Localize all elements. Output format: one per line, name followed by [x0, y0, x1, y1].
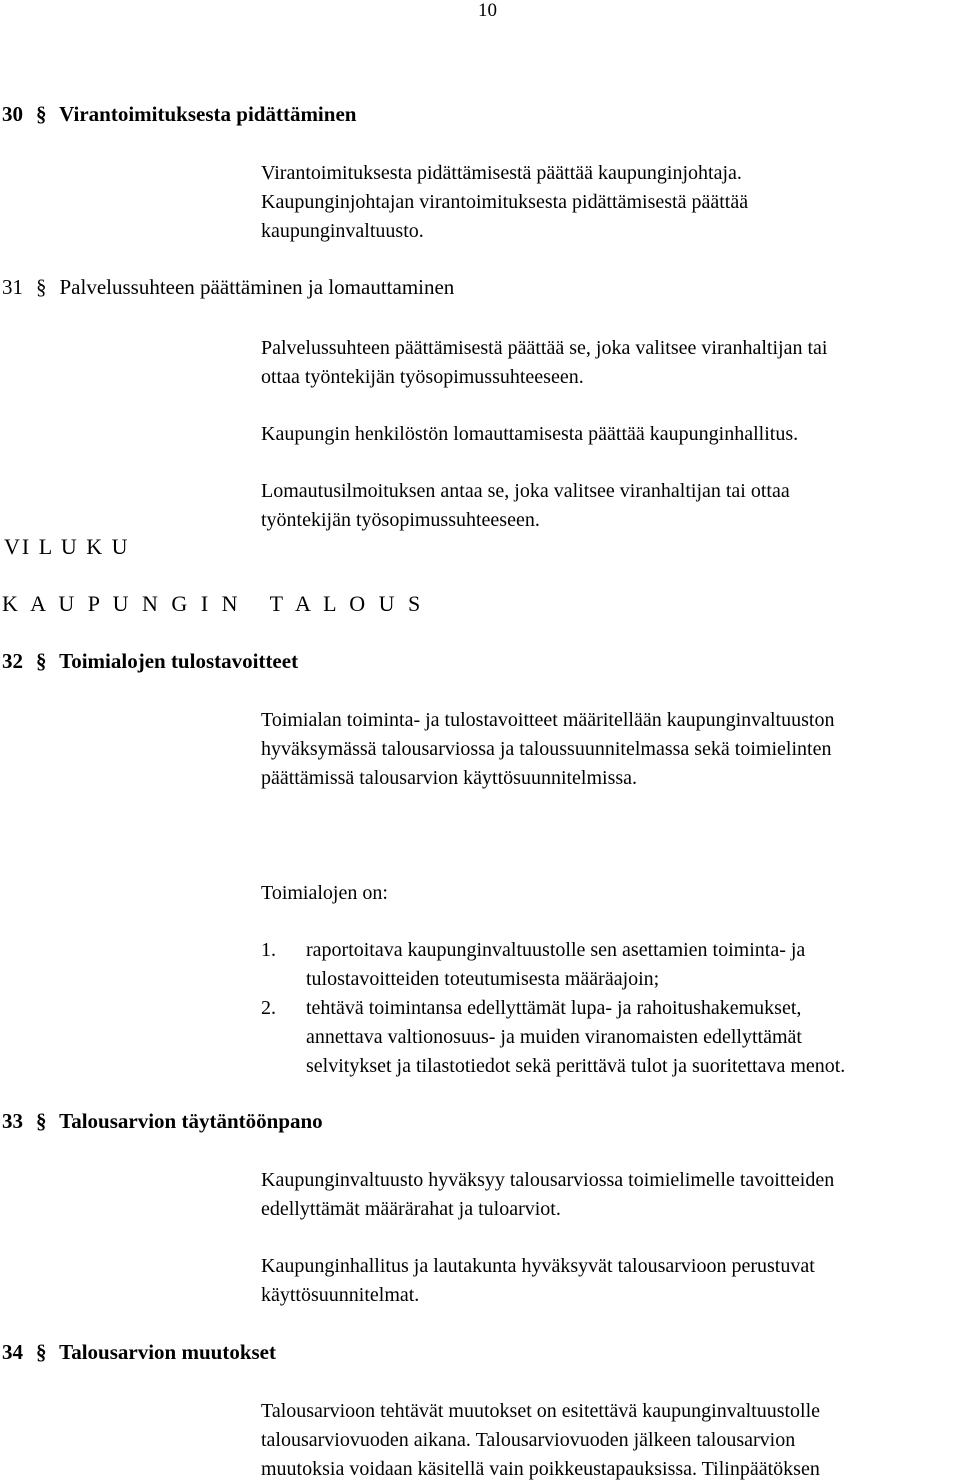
section-34-heading	[2, 1340, 276, 1365]
section-symbol: §	[36, 649, 47, 673]
text-line: hyväksymässä talousarviossa ja taloussuunnitelmassa sekä toimielinten	[261, 738, 832, 760]
text-line: työntekijän työsopimussuhteeseen.	[261, 509, 540, 531]
text-line: ottaa työntekijän työsopimussuhteeseen.	[261, 366, 584, 388]
chapter-title: K A U P U N G I N T A L O U S	[2, 591, 425, 616]
section-number: 32	[2, 649, 23, 673]
section-number: 30	[2, 102, 23, 126]
text-line: Virantoimituksesta pidättämisestä päättää kaupunginjohtaja.	[261, 162, 742, 184]
text-line: kaupunginvaltuusto.	[261, 220, 424, 242]
section-32-heading	[2, 649, 298, 674]
text-line: Toimialan toiminta- ja tulostavoitteet määritellään kaupunginvaltuuston	[261, 709, 835, 731]
section-30-text	[261, 159, 748, 246]
text-line: talousarviovuoden aikana. Talousarviovuoden jälkeen talousarvion	[261, 1429, 796, 1451]
text-line: edellyttämät määrärahat ja tuloarviot.	[261, 1198, 561, 1220]
section-number: 34	[2, 1340, 23, 1364]
section-32-paragraph-2: Toimialojen on:	[261, 882, 388, 904]
section-30-heading	[2, 102, 356, 127]
section-symbol: §	[36, 275, 47, 299]
section-31-paragraph-1	[261, 334, 827, 392]
text-line: Lomautusilmoituksen antaa se, joka valitsee viranhaltijan tai ottaa	[261, 480, 790, 502]
section-33-heading	[2, 1109, 323, 1134]
section-32-paragraph-1	[261, 706, 834, 793]
text-line: selvitykset ja tilastotiedot sekä perittävä tulot ja suoritettava menot.	[306, 1055, 846, 1077]
section-symbol: §	[36, 1340, 47, 1364]
section-31-paragraph-3	[261, 477, 790, 535]
text-line: Talousarvioon tehtävät muutokset on esitettävä kaupunginvaltuustolle	[261, 1400, 821, 1422]
text-line: annettava valtionosuus- ja muiden viranomaisten edellyttämät	[306, 1026, 802, 1048]
text-line: päättämissä talousarvion käyttösuunnitelmissa.	[261, 767, 638, 789]
section-symbol: §	[36, 1109, 47, 1133]
text-line: tehtävä toimintansa edellyttämät lupa- ja rahoitushakemukset,	[306, 997, 802, 1019]
section-title: Talousarvion täytäntöönpano	[59, 1109, 323, 1133]
text-line: raportoitava kaupunginvaltuustolle sen asettamien toiminta- ja	[306, 939, 806, 961]
text-line: tulostavoitteiden toteutumisesta määräajoin;	[306, 968, 660, 990]
section-31-heading	[2, 275, 454, 300]
list-item-number: 2.	[261, 997, 276, 1019]
text-line: Kaupunginvaltuusto hyväksyy talousarviossa toimielimelle tavoitteiden	[261, 1169, 835, 1191]
section-title: Talousarvion muutokset	[59, 1340, 276, 1364]
section-title: Palvelussuhteen päättäminen ja lomauttaminen	[59, 275, 455, 299]
section-33-paragraph-1	[261, 1166, 834, 1224]
text-line: Palvelussuhteen päättämisestä päättää se, joka valitsee viranhaltijan tai	[261, 337, 828, 359]
text-line: Kaupunginhallitus ja lautakunta hyväksyvät talousarvioon perustuvat	[261, 1255, 815, 1277]
section-32-list	[261, 936, 845, 1081]
list-item	[261, 994, 845, 1081]
section-34-paragraph-1	[261, 1397, 820, 1484]
section-33-paragraph-2	[261, 1252, 815, 1310]
section-title: Toimialojen tulostavoitteet	[59, 649, 299, 673]
text-line: Kaupunginjohtajan virantoimituksesta pidättämisestä päättää	[261, 191, 749, 213]
text-line: muutoksia voidaan käsitellä vain poikkeustapauksissa. Tilinpäätöksen	[261, 1458, 820, 1480]
section-symbol: §	[36, 102, 47, 126]
section-number: 31	[2, 275, 23, 299]
list-item-number: 1.	[261, 939, 276, 961]
section-title: Virantoimituksesta pidättäminen	[59, 102, 357, 126]
list-item	[261, 936, 845, 994]
text-line: käyttösuunnitelmat.	[261, 1284, 420, 1306]
page-number: 10	[478, 0, 497, 21]
chapter-number: VI L U K U	[4, 534, 130, 559]
section-31-paragraph-2: Kaupungin henkilöstön lomauttamisesta päättää kaupunginhallitus.	[261, 423, 799, 445]
section-number: 33	[2, 1109, 23, 1133]
